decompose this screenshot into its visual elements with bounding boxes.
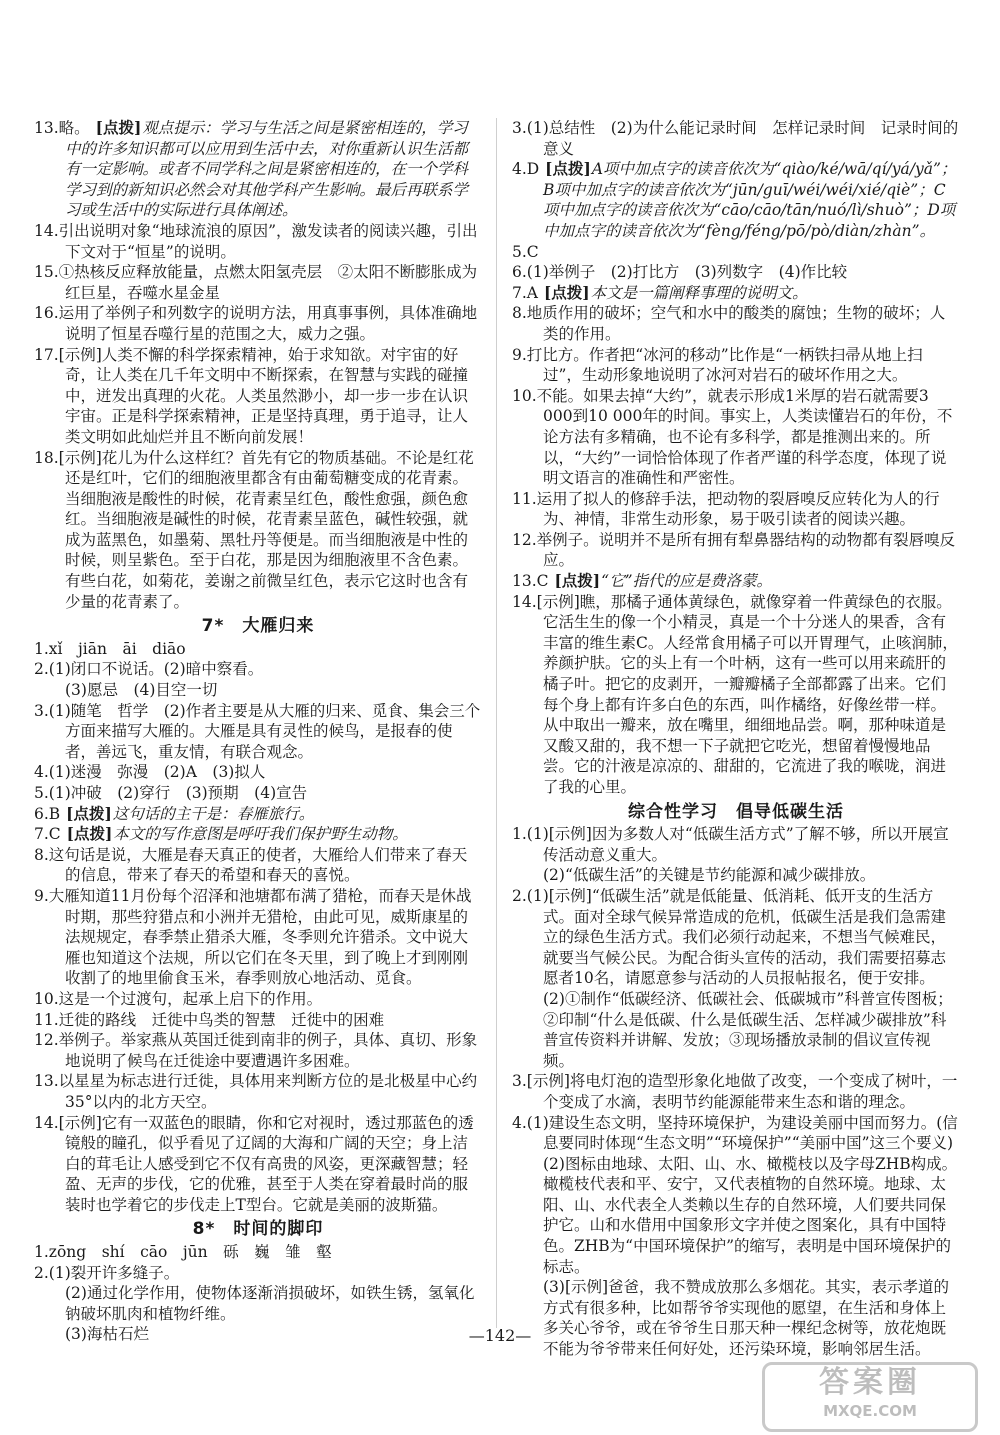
answer-text: 大雁知道11月份每个沼泽和池塘都布满了猎枪，而春天是休战时期，那些狩猎点和小洲并无猎枪，由此可见，威斯康星的法规规定，春季禁止猎杀大雁，冬季则允许猎杀。文中说大雁也知道这个法规，所以它们在冬天里，到了晚上才到刚刚收割了的地里偷食玉米，春季则放心地活动、觅食。 — [48, 886, 472, 988]
hint-note: 这句话的主干是：春雁旅行。 — [112, 804, 315, 823]
left-column — [34, 118, 482, 1345]
hint-note: 本文是一篇阐释事理的说明文。 — [590, 283, 808, 302]
answer-item — [512, 159, 960, 241]
hint-label: [点拨] — [543, 282, 590, 302]
answer-item — [512, 592, 960, 798]
hint-note: 观点提示：学习与生活之间是紧密相连的，学习中的许多知识都可以应用到生活中去，对你重新认识生活都有一定影响。或者不同学科之间是紧密相连的，在一个学科学习到的新知识必然会对其他学科产生影响。最后再联系学习或生活中的实际进行具体阐述。 — [65, 119, 469, 220]
answer-number: 2. — [34, 1263, 49, 1282]
section-title-comprehensive: 综合性学习 倡导低碳生活 — [628, 801, 844, 822]
answer-text: [示例]瞧，那橘子通体黄绿色，就像穿着一件黄绿色的衣服。它活生生的像一个小精灵，真是一个十分迷人的果香，含有丰富的维生素C。人经常食用橘子可以开胃理气，止咳润肺，养颜护肤。它的头上有一个叶柄，这有一些可以用来疏肝的橘子叶。把它的皮剥开，一瓣瓣橘子全部都露了出来。它们每个身上都有许多白色的东西，叫作橘络，好像丝带一样。从中取出一瓣来，放在嘴里，细细地品尝。啊，那种味道是又酸又甜的，我不想一下子就把它吃光，想留着慢慢地品尝。它的汁液是凉凉的、甜甜的，它流进了我的喉咙，润进了我的心里。 — [536, 592, 958, 796]
answer-number: 5. — [512, 242, 527, 261]
answer-subline: (3)愿忌 (4)目空一切 — [65, 681, 218, 700]
answer-subline: (3)[示例]爸爸，我不赞成放那么多烟花。其实，表示孝道的方式有很多种，比如帮爷爷实现他的愿望，在生活和身体上多关心爷爷，或在爷爷生日那天种一棵纪念树等，放花炮既不能为爷爷带来任何好处，还污染环境，影响邻居生活。 — [543, 1278, 950, 1359]
answer-number: 8. — [512, 304, 527, 323]
answer-item — [34, 659, 482, 680]
answer-item — [512, 386, 960, 489]
watermark-site: MXQE.COM — [823, 1402, 917, 1420]
answer-text: (1)[示例]因为多数人对“低碳生活方式”了解不够，所以开展宣传活动意义重大。 — [526, 825, 949, 864]
section-title-lesson8: 8* 时间的脚印 — [192, 1219, 324, 1240]
answer-number: 9. — [34, 886, 49, 905]
answer-item — [34, 804, 482, 825]
answer-text: zōng shí cāo jūn 砾 巍 雏 壑 — [48, 1243, 332, 1262]
answer-text: (1)裂开许多缝子。 — [48, 1263, 180, 1282]
hint-label: [点拨] — [66, 803, 112, 823]
answer-number: 10. — [512, 386, 537, 405]
answer-number: 7. — [34, 825, 49, 844]
answer-item — [34, 1242, 482, 1263]
answer-number: 3. — [34, 701, 49, 720]
answer-item — [512, 530, 960, 571]
answer-text: (1)闭口不说话。(2)暗中察看。 — [48, 660, 264, 679]
answer-subline: (2)通过化学作用，使物体逐渐消损破坏，如铁生锈，氢氧化钠破坏肌肉和植物纤维。 — [65, 1284, 475, 1323]
answer-number: 12. — [512, 530, 537, 549]
answer-item — [512, 262, 960, 283]
answer-number: 11. — [512, 489, 537, 508]
answer-item — [512, 118, 960, 159]
answer-item — [34, 886, 482, 989]
answer-number: 14. — [34, 221, 59, 240]
answer-item — [512, 1071, 960, 1112]
answer-number: 4. — [512, 1113, 527, 1132]
answer-item — [34, 639, 482, 660]
answer-item — [512, 824, 960, 865]
answer-text: 以星星为标志进行迁徙，具体用来判断方位的是北极星中心约35°以内的北方天空。 — [58, 1072, 478, 1111]
answer-item — [34, 1030, 482, 1071]
hint-label: [点拨] — [545, 159, 591, 179]
answer-subline: (2)图标由地球、太阳、山、水、橄榄枝以及字母ZHB构成。橄榄枝代表和平、安宁，又代表植物的自然环境。地球、太阳、山、水代表全人类赖以生存的自然环境，人们要共同保护它。山和水借用中国象形文字并使之图案化，具有中国特色。ZHB为“中国环境保护”的缩写，表明是中国环境保护的标志。 — [543, 1154, 958, 1276]
answer-text: ①热核反应释放能量，点燃太阳氢壳层 ②太阳不断膨胀成为红巨星，吞噬水星金星 — [58, 263, 478, 302]
hint-note: “它”指代的应是费洛蒙。 — [601, 572, 772, 591]
answer-number: 14. — [34, 1113, 59, 1132]
answer-text: 这是一个过渡句，起承上启下的作用。 — [58, 989, 323, 1008]
answer-number: 9. — [512, 345, 527, 364]
answer-number: 3. — [512, 1072, 527, 1091]
answer-number: 2. — [34, 660, 49, 679]
answer-number: 15. — [34, 263, 59, 282]
answer-item — [34, 448, 482, 613]
answer-text: xǐ jiān āi diāo — [48, 639, 186, 658]
answer-number: 7. — [512, 283, 527, 302]
answer-text: 略。 — [58, 119, 90, 137]
hint-note: 本文的写作意图是呼吁我们保护野生动物。 — [113, 825, 408, 844]
answer-text: (1)迷漫 弥漫 (2)A (3)拟人 — [48, 763, 266, 782]
watermark-logo — [762, 1362, 978, 1432]
answer-item — [512, 303, 960, 344]
answer-number: 10. — [34, 989, 59, 1008]
hint-label: [点拨] — [95, 118, 142, 137]
answer-text: (1)[示例]“低碳生活”就是低能量、低消耗、低开支的生活方式。面对全球气候异常造成的危机，低碳生活是我们急需建立的绿色生活方式。我们必须行动起来，不想当气候难民，就要当气候公民。为配合街头宣传的活动，我们需要招募志愿者10名，请愿意参与活动的人员报帖报名，便于安排。 — [526, 886, 947, 988]
answer-text: C — [536, 572, 549, 591]
answer-text: 地质作用的破坏；空气和水中的酸类的腐蚀；生物的破坏；人类的作用。 — [526, 304, 946, 343]
answer-text: 迁徙的路线 迁徙中鸟类的智慧 迁徙中的困难 — [58, 1010, 385, 1029]
answer-item — [512, 886, 960, 989]
answer-item — [34, 1263, 482, 1284]
answer-item — [34, 1010, 482, 1031]
answer-number: 18. — [34, 448, 59, 467]
hint-label: [点拨] — [66, 824, 113, 844]
answer-item — [34, 303, 482, 344]
answer-text: D — [526, 160, 540, 179]
answer-item — [34, 345, 482, 448]
answer-number: 13. — [34, 119, 59, 137]
answer-item — [512, 489, 960, 530]
answer-text: 打比方。作者把“冰河的移动”比作是“一柄铁扫帚从地上扫过”，生动形象地说明了冰河对岩石的破坏作用之大。 — [526, 345, 923, 385]
answer-number: 1. — [34, 639, 49, 658]
answer-number: 12. — [34, 1031, 59, 1050]
answer-text: C — [526, 242, 539, 261]
answer-number: 11. — [34, 1010, 59, 1029]
answer-text: [示例]花儿为什么这样红？首先有它的物质基础。不论是红花还是红叶，它们的细胞液里都含有由葡萄糖变成的花青素。当细胞液是酸性的时候，花青素呈红色，酸性愈强，颜色愈红。当细胞液是碱性的时候，花青素呈蓝色，碱性较强，就成为蓝黑色，如墨菊、黑牡丹等便是。而当细胞液是中性的时候，则呈紫色。至于白花，那是因为细胞液里不含色素。有些白花，如菊花，姜谢之前微呈红色，表示它这时也含有少量的花青素了。 — [58, 448, 474, 611]
answer-number: 13. — [34, 1072, 59, 1091]
answer-text: [示例]人类不懈的科学探索精神，始于求知欲。对宇宙的好奇，让人类在几千年文明中不断探索，在智慧与实践的碰撞中，迸发出真理的火花。人类虽然渺小，却一步一步在认识宇宙。正是科学探索精神，正是坚持真理，勇于追寻，让人类文明如此灿烂并且不断向前发展！ — [58, 345, 469, 446]
answer-text: (1)随笔 哲学 (2)作者主要是从大雁的归来、觅食、集会三个方面来描写大雁的。大雁是具有灵性的候鸟，是报春的使者，善远飞，重友情，有联合观念。 — [48, 701, 481, 761]
answer-text: [示例]将电灯泡的造型形象化地做了改变，一个变成了树叶，一个变成了水滴，表明节约能源能带来生态和谐的理念。 — [526, 1072, 958, 1111]
answer-item — [512, 1113, 960, 1154]
answer-number: 1. — [34, 1243, 49, 1262]
answer-item — [34, 762, 482, 783]
answer-item — [34, 989, 482, 1010]
answer-text: (1)冲破 (2)穿行 (3)预期 (4)宣告 — [48, 784, 308, 802]
hint-note: A项中加点字的读音依次为“qiào/ké/wā/qí/yá/yǎ”；B项中加点字的读音依次为“jūn/guī/wéi/wéi/xié/qiè”；C项中加点字的读音依次为“cāo/cāo/tān/nuó/lì/shuò”；D项中加点字的读音依次为“fèng/féng/pō/pò/diàn/zhàn”。 — [543, 160, 957, 240]
answer-item — [34, 221, 482, 262]
watermark-title: 答案圈 — [819, 1365, 921, 1400]
answer-number: 2. — [512, 886, 527, 905]
answer-subline: (2)①制作“低碳经济、低碳社会、低碳城市”科普宣传图板；②印制“什么是低碳、什么是低碳生活、怎样减少碳排放”科普宣传资料并讲解、发放；③现场播放录制的倡议宣传视频。 — [543, 989, 953, 1070]
answer-item — [34, 824, 482, 845]
column-divider — [496, 118, 497, 1328]
answer-number: 4. — [34, 763, 49, 782]
answer-number: 17. — [34, 345, 59, 364]
hint-label: [点拨] — [554, 571, 601, 591]
answer-text: (1)举例子 (2)打比方 (3)列数字 (4)作比较 — [526, 263, 848, 282]
answer-text: B — [48, 804, 61, 823]
answer-text: (1)总结性 (2)为什么能记录时间 怎样记录时间 记录时间的意义 — [526, 119, 959, 158]
answer-subline: (2)“低碳生活”的关键是节约能源和减少碳排放。 — [543, 866, 876, 885]
answer-number: 6. — [512, 263, 527, 282]
answer-text: A — [526, 283, 538, 302]
answer-text: 引出说明对象“地球流浪的原因”，激发读者的阅读兴趣，引出下文对于“恒星”的说明。 — [58, 221, 478, 261]
answer-text: 运用了举例子和列数字的说明方法，用真事事例，具体准确地说明了恒星吞噬行星的范围之大，威力之强。 — [58, 304, 478, 343]
answer-text: 这句话是说，大雁是春天真正的使者，大雁给人们带来了春天的信息，带来了春天的希望和春天的喜悦。 — [48, 845, 468, 885]
answer-item — [512, 571, 960, 592]
answer-number: 14. — [512, 592, 537, 611]
answer-item — [34, 845, 482, 886]
section-title-lesson7: 7* 大雁归来 — [201, 616, 315, 637]
answer-item — [512, 283, 960, 304]
answer-text: 不能。如果去掉“大约”，就表示形成1米厚的岩石就需要3 000到10 000年的时间。事实上，人类读懂岩石的年份，不论方法有多精确，也不论有多科学，都是推测出来的。所以，“大约”一词恰恰体现了作者严谨的科学态度，体现了说明文语言的准确性和严密性。 — [536, 386, 953, 488]
answer-number: 6. — [34, 804, 49, 823]
answer-item — [34, 783, 482, 804]
answer-text: (1)建设生态文明，坚持环境保护，为建设美丽中国而努力。(信息要同时体现“生态文明”“环境保护”“美丽中国”这三个要义) — [526, 1113, 958, 1153]
answer-number: 5. — [34, 784, 49, 802]
answer-number: 8. — [34, 845, 49, 864]
answer-item — [34, 1113, 482, 1216]
right-column — [512, 118, 960, 1360]
answer-number: 3. — [512, 119, 527, 137]
answer-number: 1. — [512, 825, 527, 844]
answer-text: [示例]它有一双蓝色的眼睛，你和它对视时，透过那蓝色的透镜般的瞳孔，似乎看见了辽阔的大海和广阔的天空；身上洁白的茸毛让人感受到它不仅有高贵的风姿，更深藏智慧；轻盈、无声的步伐，它的优雅，甚至于人类在穿着最时尚的服装时也学着它的步伐走上T型台。它就是美丽的波斯猫。 — [58, 1113, 474, 1214]
answer-item — [34, 1071, 482, 1112]
answer-item — [512, 242, 960, 263]
answer-text: 运用了拟人的修辞手法，把动物的裂唇嗅反应转化为人的行为、神情，非常生动形象，易于吸引读者的阅读兴趣。 — [536, 489, 940, 529]
answer-text: 举例子。说明并不是所有拥有犁鼻器结构的动物都有裂唇嗅反应。 — [536, 530, 956, 570]
answer-subline: (3)海枯石烂 — [65, 1325, 149, 1344]
answer-item — [34, 701, 482, 763]
answer-number: 4. — [512, 160, 527, 179]
answer-number: 16. — [34, 304, 59, 323]
answer-item — [34, 262, 482, 303]
answer-text: 举例子。举家燕从英国迁徙到南非的例子，具体、真切、形象地说明了候鸟在迁徙途中要遭遇许多困难。 — [58, 1031, 478, 1070]
answer-item — [512, 345, 960, 386]
answer-number: 13. — [512, 572, 537, 591]
answer-text: C — [48, 825, 61, 844]
page-number: —142— — [468, 1326, 532, 1345]
answer-item — [34, 118, 482, 221]
